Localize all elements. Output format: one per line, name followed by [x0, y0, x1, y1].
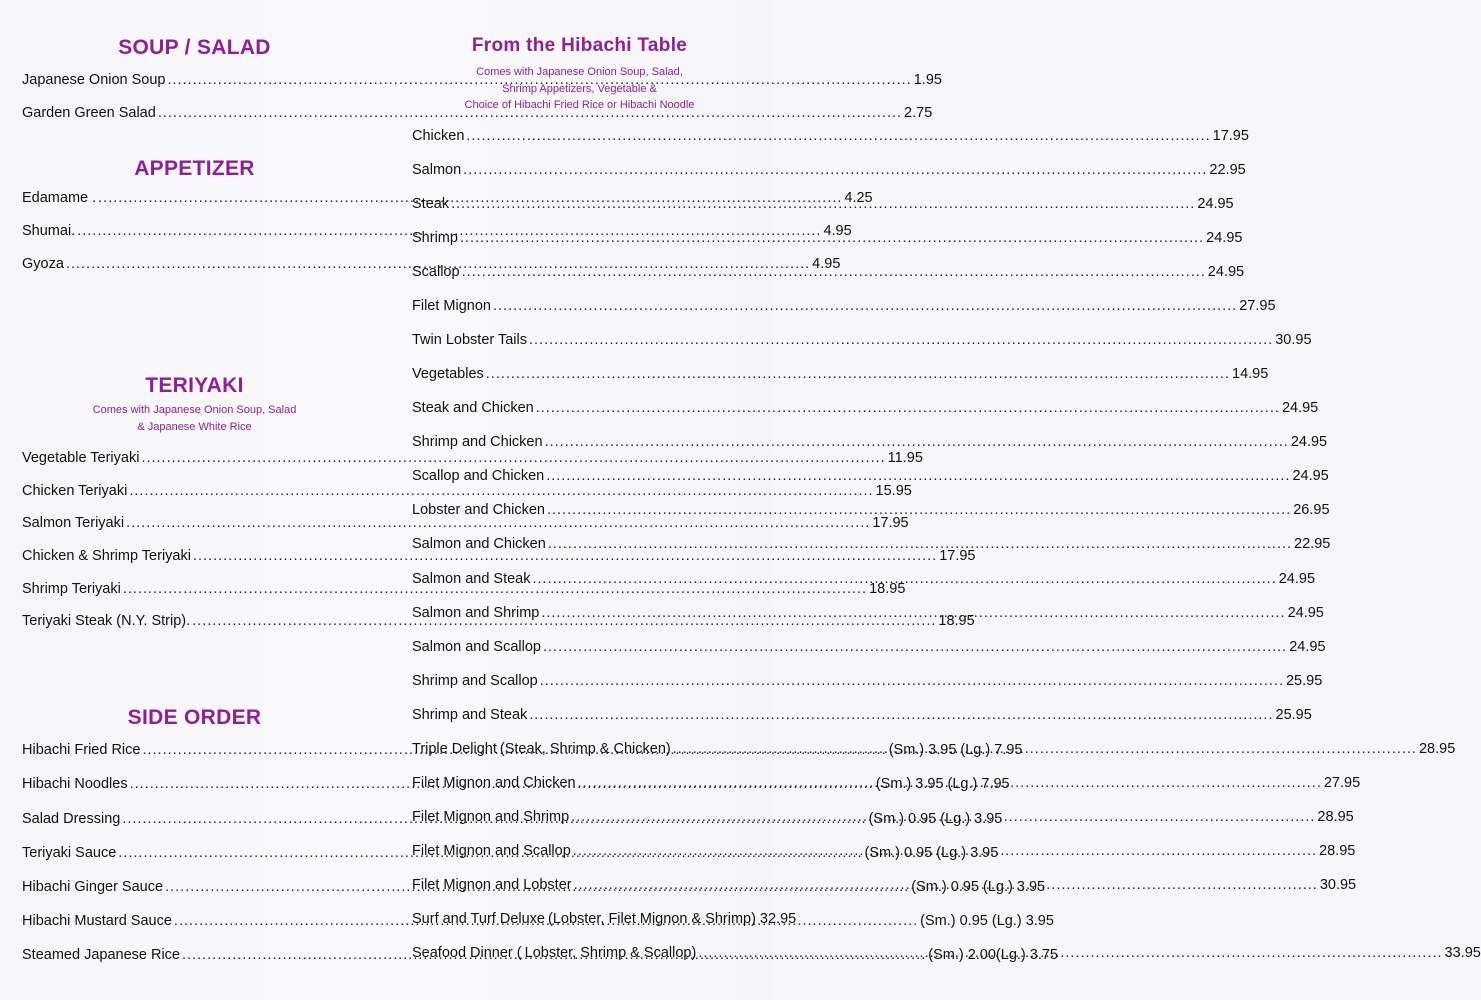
item-name: Surf and Turf Deluxe	[412, 910, 545, 927]
leader-dots	[573, 843, 1317, 859]
teriyaki-heading: TERIYAKI	[145, 374, 244, 397]
item-name: Salmon Teriyaki	[22, 515, 125, 531]
item-name: Garden Green Salad	[22, 105, 156, 121]
menu-item	[22, 483, 912, 505]
item-name: Chicken	[412, 128, 465, 144]
item-name: Gyoza	[22, 256, 64, 272]
item-price: (Sm.) 0.95 (Lg.) 3.95	[868, 811, 1003, 827]
menu-item	[22, 548, 976, 570]
soup-salad-heading: SOUP / SALAD	[118, 36, 271, 59]
item-name: Teriyaki Sauce	[22, 845, 117, 861]
leader-dots	[462, 264, 1206, 280]
hibachi-subtitle-line-2: Shrimp Appetizers, Vegetable &	[502, 83, 657, 95]
item-price: 24.95	[1287, 604, 1324, 621]
item-price: 27.95	[1323, 774, 1361, 791]
item-name: Chicken & Shrimp Teriyaki	[22, 548, 191, 564]
leader-dots	[545, 434, 1289, 450]
item-name: Filet Mignon	[412, 298, 491, 315]
item-price: 1.95	[913, 72, 942, 88]
item-price: 17.95	[872, 515, 909, 531]
item-price: 17.95	[939, 548, 976, 564]
item-name: Hibachi Ginger Sauce	[22, 879, 164, 895]
leader-dots	[463, 162, 1207, 178]
item-name: Shrimp Teriyaki	[22, 581, 121, 597]
item-name: Twin Lobster Tails	[412, 332, 527, 349]
item-name: Teriyaki Steak (N.Y. Strip).	[22, 613, 191, 629]
item-price: 14.95	[1232, 366, 1269, 383]
menu-item	[412, 638, 1326, 661]
item-price: 25.95	[1285, 672, 1323, 689]
teriyaki-subtitle-line-1: Comes with Japanese Onion Soup, Salad	[92, 404, 297, 416]
item-note: (Steak, Shrimp & Chicken)	[499, 740, 671, 757]
leader-dots	[540, 673, 1284, 689]
hibachi-heading: From the Hibachi Table	[471, 35, 688, 56]
item-name: Hibachi Noodles	[22, 776, 128, 792]
leader-dots	[543, 639, 1287, 655]
menu-item	[412, 434, 1328, 456]
menu-item	[22, 613, 975, 635]
item-price: 27.95	[1239, 298, 1276, 315]
item-name: Japanese Onion Soup	[22, 72, 166, 88]
item-price: 24.95	[1197, 196, 1234, 213]
menu-item	[412, 468, 1329, 490]
item-price: 18.95	[869, 581, 906, 597]
item-price: (Sm.) 0.95 (Lg.) 3.95	[911, 879, 1046, 895]
item-price: 17.95	[1212, 128, 1249, 144]
item-name: Salmon	[412, 162, 462, 179]
item-name: Vegetable Teriyaki	[22, 450, 140, 466]
item-name: Triple Delight	[412, 740, 497, 757]
menu-item	[22, 450, 923, 472]
item-name: Steak and Chicken	[412, 400, 534, 417]
leader-dots	[578, 775, 1322, 791]
menu-item	[412, 162, 1246, 184]
menu-item	[22, 581, 906, 603]
menu-item	[412, 706, 1312, 729]
teriyaki-subtitle-line-2: & Japanese White Rice	[137, 421, 252, 433]
leader-dots	[486, 366, 1230, 382]
item-price: (Sm.) 3.95 (Lg.) 7.95	[888, 742, 1023, 758]
item-price: (Sm.) 0.95 (Lg.) 3.95	[864, 845, 999, 861]
item-price: 11.95	[887, 450, 923, 466]
item-price: 4.95	[812, 256, 841, 272]
leader-dots	[466, 128, 1210, 144]
item-price: 26.95	[1293, 502, 1330, 519]
item-price: 22.95	[1209, 162, 1246, 179]
item-price: 30.95	[1319, 876, 1357, 893]
leader-dots	[547, 502, 1291, 518]
menu-item	[22, 515, 909, 537]
item-name: Steak	[412, 196, 450, 213]
leader-dots	[698, 945, 1442, 961]
leader-dots	[571, 809, 1315, 825]
item-name: Shrimp and Chicken	[412, 434, 543, 451]
item-price: 2.75	[904, 105, 933, 121]
item-price: 24.95	[1292, 468, 1329, 485]
leader-dots	[460, 230, 1204, 246]
menu-item	[412, 230, 1243, 252]
item-name: Filet Mignon and Scallop	[412, 842, 571, 859]
item-note: (Lobster, Filet Mignon & Shrimp)	[548, 910, 756, 927]
leader-dots	[451, 196, 1195, 212]
leader-dots	[541, 605, 1285, 621]
leader-dots	[574, 877, 1318, 893]
item-name: Salmon and Steak	[412, 570, 531, 587]
menu-item	[412, 672, 1323, 695]
item-name: Lobster and Chicken	[412, 502, 545, 519]
item-price: 24.95	[1278, 570, 1316, 587]
item-price: 22.95	[1294, 536, 1331, 553]
hibachi-subtitle-line-3: Choice of Hibachi Fried Rice or Hibachi Noodle	[464, 99, 695, 111]
item-name: Filet Mignon and Shrimp	[412, 808, 570, 825]
item-price: (Sm.) 0.95 (Lg.) 3.95	[920, 913, 1054, 929]
item-name: Shumai.	[22, 223, 76, 239]
leader-dots	[529, 707, 1273, 723]
item-price: 4.95	[823, 223, 852, 239]
leader-dots	[533, 571, 1277, 587]
item-name: Hibachi Mustard Sauce	[22, 913, 172, 929]
leader-dots	[536, 400, 1280, 416]
menu-item	[412, 332, 1312, 354]
item-name: Seafood Dinner (	[412, 944, 522, 961]
item-name: Salmon and Shrimp	[412, 604, 540, 621]
leader-dots	[546, 468, 1290, 484]
leader-dots	[529, 332, 1273, 348]
item-name: Scallop	[412, 264, 460, 281]
item-name: Shrimp and Scallop	[412, 672, 538, 689]
item-price: (Sm.) 2.00(Lg.) 3.75	[928, 947, 1058, 963]
item-price: 28.95	[1418, 740, 1456, 757]
item-name: Salad Dressing	[22, 811, 121, 827]
menu-item	[412, 264, 1245, 286]
item-price: 24.95	[1290, 434, 1328, 451]
item-name: Shrimp	[412, 230, 458, 247]
item-price: 18.95	[938, 613, 975, 629]
item-name: Chicken Teriyaki	[22, 483, 128, 499]
item-price: 28.95	[1317, 808, 1354, 825]
item-name: Hibachi Fried Rice	[22, 742, 141, 758]
item-name: Salmon and Chicken	[412, 536, 546, 553]
item-price: (Sm.) 3.95 (Lg.) 7.95	[875, 776, 1010, 792]
menu-item	[412, 910, 797, 933]
menu-item	[412, 298, 1276, 320]
item-note: Lobster, Shrimp & Scallop)	[524, 944, 697, 961]
item-price: 33.95	[1444, 944, 1481, 961]
hibachi-subtitle-line-1: Comes with Japanese Onion Soup, Salad,	[476, 66, 683, 78]
item-price: 15.95	[875, 483, 912, 499]
item-name: Edamame .	[22, 190, 97, 206]
item-price: 24.95	[1281, 400, 1319, 417]
item-price: 4.25	[844, 190, 873, 206]
item-price: 24.95	[1207, 264, 1245, 281]
item-name: Filet Mignon and Lobster	[412, 876, 572, 893]
menu-item	[412, 400, 1319, 422]
item-name: Steamed Japanese Rice	[22, 947, 180, 963]
item-price: 24.95	[1289, 638, 1326, 655]
side-order-heading: SIDE ORDER	[127, 706, 262, 729]
menu-item	[412, 366, 1269, 388]
item-price: 25.95	[1275, 706, 1312, 723]
leader-dots	[548, 536, 1292, 552]
menu-item	[412, 128, 1249, 150]
item-price: 28.95	[1319, 842, 1356, 859]
appetizer-heading: APPETIZER	[134, 157, 255, 180]
item-name: Vegetables	[412, 366, 484, 383]
item-price: 30.95	[1275, 332, 1312, 349]
item-price: 32.95	[759, 910, 797, 927]
item-price: 24.95	[1206, 230, 1243, 247]
item-name: Shrimp and Steak	[412, 706, 528, 723]
item-name: Filet Mignon and Chicken	[412, 774, 576, 791]
leader-dots	[673, 741, 1417, 757]
item-name: Scallop and Chicken	[412, 468, 545, 485]
item-name: Salmon and Scallop	[412, 638, 541, 655]
leader-dots	[493, 298, 1237, 314]
